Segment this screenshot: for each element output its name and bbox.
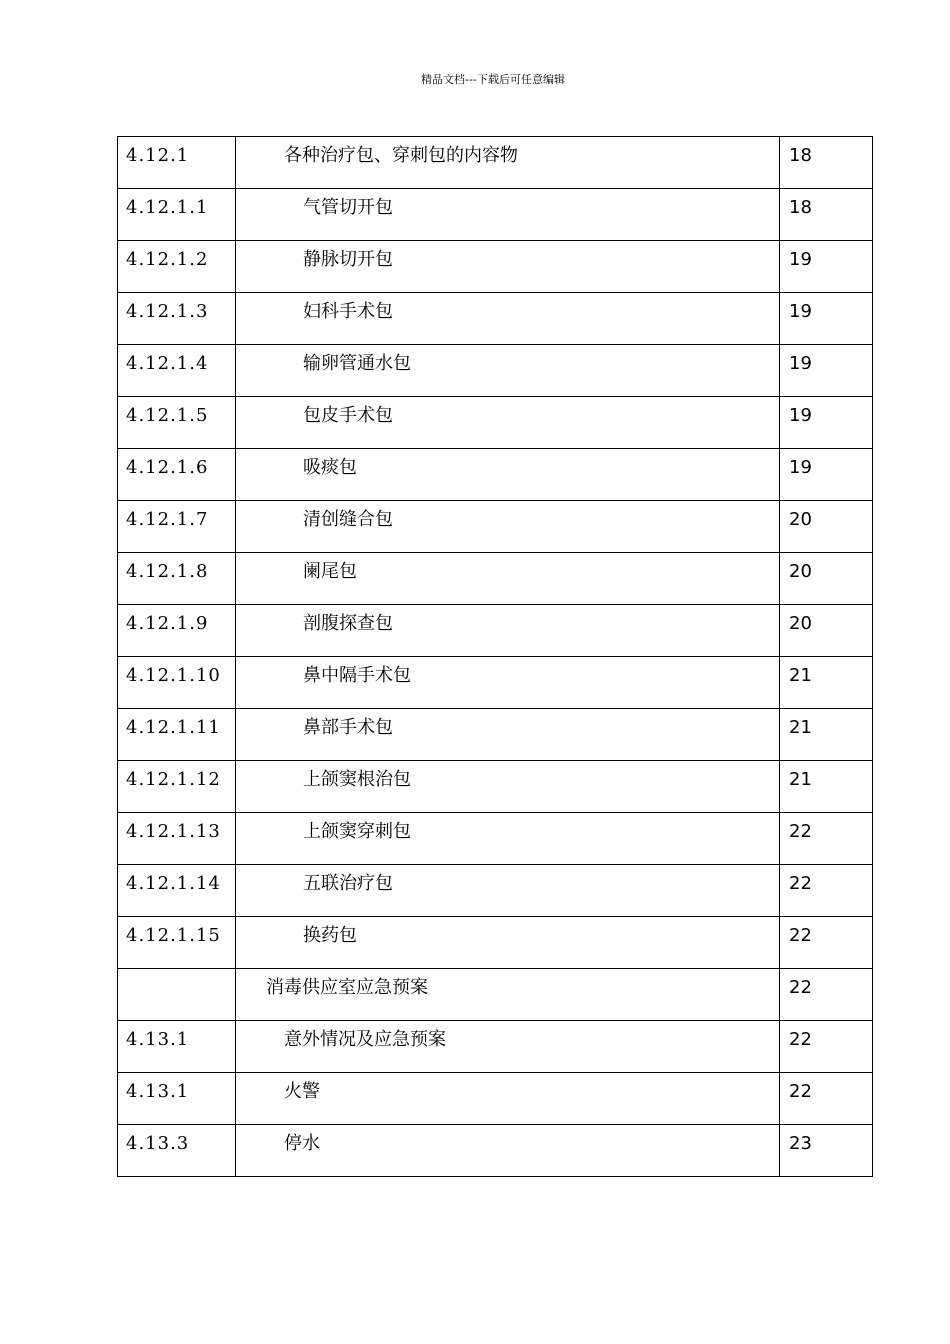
toc-page-number: 22	[780, 917, 873, 969]
toc-page-number: 21	[780, 761, 873, 813]
toc-table	[117, 136, 873, 1177]
toc-section-title: 停水	[236, 1125, 780, 1177]
toc-section-title: 剖腹探查包	[236, 605, 780, 657]
toc-page-number: 19	[780, 449, 873, 501]
toc-row	[118, 969, 873, 1021]
toc-page-number: 22	[780, 1021, 873, 1073]
toc-section-title: 吸痰包	[236, 449, 780, 501]
toc-section-number: 4.12.1.12	[118, 761, 236, 813]
toc-section-title: 包皮手术包	[236, 397, 780, 449]
toc-section-number: 4.12.1.11	[118, 709, 236, 761]
toc-section-number: 4.12.1.9	[118, 605, 236, 657]
toc-section-number: 4.13.1	[118, 1021, 236, 1073]
toc-row	[118, 241, 873, 293]
toc-section-number: 4.12.1.13	[118, 813, 236, 865]
toc-row	[118, 1073, 873, 1125]
toc-page-number: 18	[780, 189, 873, 241]
toc-page-number: 21	[780, 657, 873, 709]
toc-body	[118, 137, 873, 1177]
toc-row	[118, 657, 873, 709]
toc-page-number: 19	[780, 293, 873, 345]
toc-page-number: 19	[780, 345, 873, 397]
toc-page-number: 22	[780, 813, 873, 865]
toc-section-number: 4.12.1	[118, 137, 236, 189]
toc-section-title: 五联治疗包	[236, 865, 780, 917]
toc-section-title: 换药包	[236, 917, 780, 969]
toc-section-number: 4.13.1	[118, 1073, 236, 1125]
toc-row	[118, 865, 873, 917]
toc-section-title: 上颌窦根治包	[236, 761, 780, 813]
toc-section-title: 静脉切开包	[236, 241, 780, 293]
toc-section-number: 4.12.1.4	[118, 345, 236, 397]
toc-row	[118, 501, 873, 553]
toc-section-number: 4.12.1.14	[118, 865, 236, 917]
toc-section-number: 4.13.3	[118, 1125, 236, 1177]
toc-section-number: 4.12.1.1	[118, 189, 236, 241]
toc-section-number: 4.12.1.2	[118, 241, 236, 293]
toc-page-number: 21	[780, 709, 873, 761]
toc-page-number: 19	[780, 241, 873, 293]
toc-row	[118, 917, 873, 969]
toc-row	[118, 137, 873, 189]
toc-row	[118, 293, 873, 345]
toc-section-title: 阑尾包	[236, 553, 780, 605]
toc-section-number: 4.12.1.15	[118, 917, 236, 969]
toc-section-title: 各种治疗包、穿刺包的内容物	[236, 137, 780, 189]
toc-section-title: 上颌窦穿刺包	[236, 813, 780, 865]
toc-page-number: 22	[780, 1073, 873, 1125]
toc-page-number: 23	[780, 1125, 873, 1177]
toc-section-number: 4.12.1.6	[118, 449, 236, 501]
toc-row	[118, 1125, 873, 1177]
toc-page-number: 20	[780, 553, 873, 605]
toc-page-number: 20	[780, 605, 873, 657]
toc-page-number: 18	[780, 137, 873, 189]
toc-section-title: 意外情况及应急预案	[236, 1021, 780, 1073]
toc-section-title: 消毒供应室应急预案	[236, 969, 780, 1021]
toc-row	[118, 345, 873, 397]
toc-section-number: 4.12.1.7	[118, 501, 236, 553]
toc-row	[118, 449, 873, 501]
toc-row	[118, 605, 873, 657]
toc-section-number: 4.12.1.8	[118, 553, 236, 605]
toc-page-number: 22	[780, 865, 873, 917]
toc-section-number	[118, 969, 236, 1021]
toc-row	[118, 813, 873, 865]
toc-page-number: 20	[780, 501, 873, 553]
toc-section-title: 鼻中隔手术包	[236, 657, 780, 709]
toc-row	[118, 709, 873, 761]
toc-row	[118, 397, 873, 449]
toc-page-number: 22	[780, 969, 873, 1021]
toc-section-title: 输卵管通水包	[236, 345, 780, 397]
toc-section-title: 火警	[236, 1073, 780, 1125]
toc-section-number: 4.12.1.5	[118, 397, 236, 449]
toc-section-title: 鼻部手术包	[236, 709, 780, 761]
toc-section-title: 妇科手术包	[236, 293, 780, 345]
toc-row	[118, 553, 873, 605]
toc-section-number: 4.12.1.10	[118, 657, 236, 709]
toc-section-number: 4.12.1.3	[118, 293, 236, 345]
toc-section-title: 气管切开包	[236, 189, 780, 241]
page-header: 精品文档---下载后可任意编辑	[421, 73, 565, 86]
toc-row	[118, 1021, 873, 1073]
toc-row	[118, 761, 873, 813]
toc-page-number: 19	[780, 397, 873, 449]
toc-row	[118, 189, 873, 241]
toc-section-title: 清创缝合包	[236, 501, 780, 553]
